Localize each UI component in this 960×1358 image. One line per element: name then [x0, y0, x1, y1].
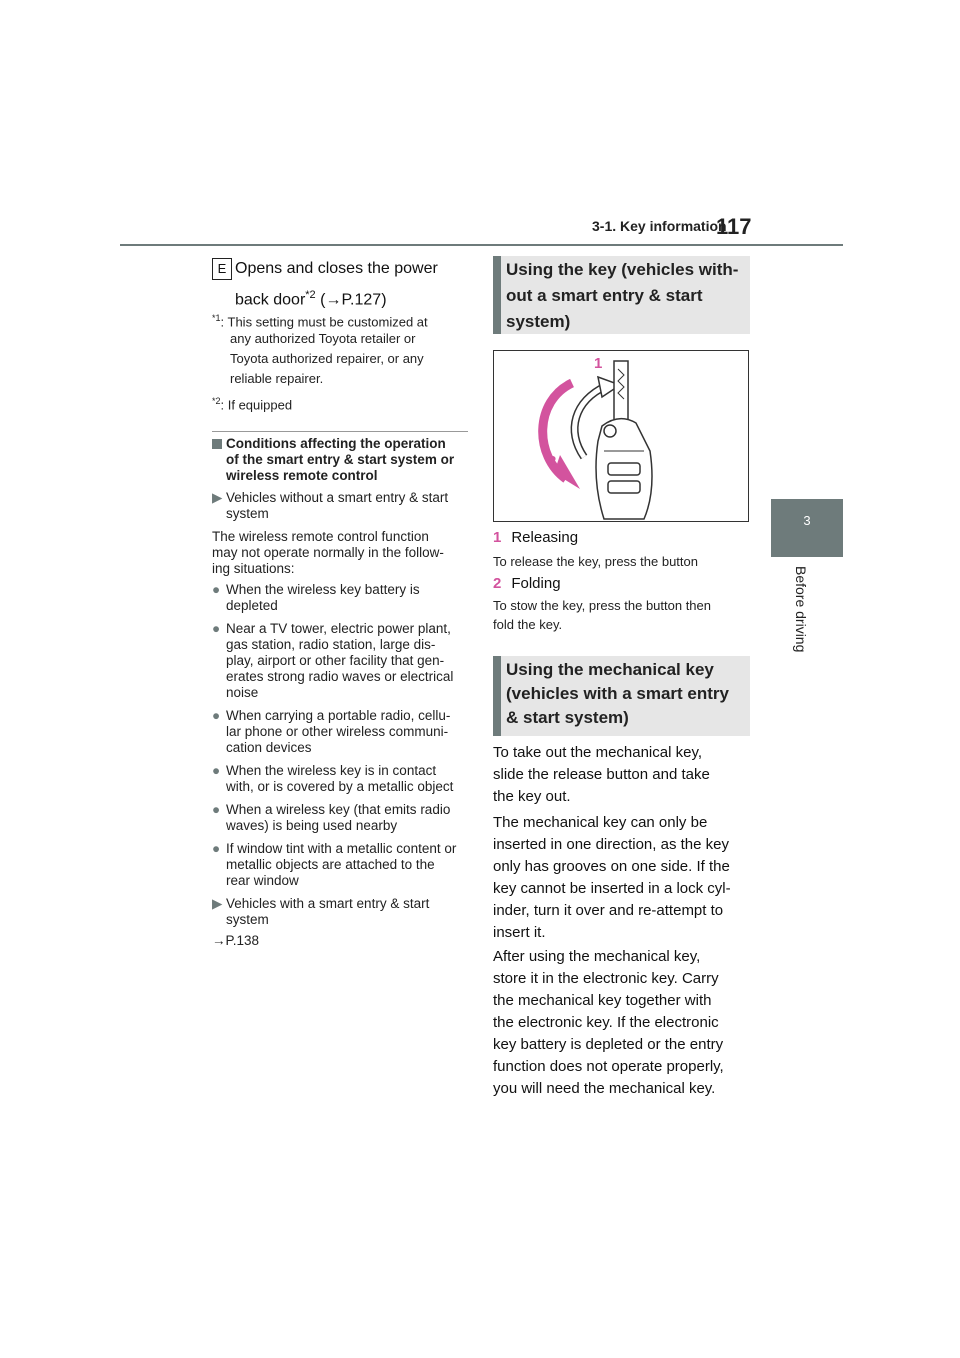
heading-bar [493, 256, 501, 334]
sub-with-smart-entry: ▶ Vehicles with a smart entry & start system [212, 896, 430, 927]
step-1: 1 Releasing [493, 529, 579, 546]
triangle-icon: ▶ [212, 490, 223, 505]
release-button [604, 425, 616, 437]
conditions-rule [212, 431, 468, 432]
bullet-metallic-object: ● When the wireless key is in contact with, or is covered by a metallic object [212, 763, 454, 794]
footnote-1: $^{*1}$: This setting must be customized at [212, 313, 428, 330]
bullet-icon: ● [212, 708, 221, 723]
bullet-icon: ● [212, 802, 221, 817]
bullet-wireless-key-nearby: ● When a wireless key (that emits radio waves) is being used nearby [212, 802, 451, 833]
paragraph-insert-direction: The mechanical key can only be inserted in one direction, as the key only has grooves on one side. If the key cannot be inserted in a lock cyl- inder, turn it over and re-attempt to insert it. [493, 814, 731, 941]
footnote-1-line3: Toyota authorized repairer, or any [230, 351, 424, 366]
bullet-icon: ● [212, 763, 221, 778]
item-marker-e: E [212, 258, 232, 280]
heading-bar [493, 656, 501, 736]
folding-arrowhead [554, 455, 580, 489]
step-2: 2 Folding [493, 575, 561, 592]
sub-without-smart-entry: ▶ Vehicles without a smart entry & start system [212, 490, 449, 521]
footnote-2: $^{*2}$: If equipped [212, 396, 293, 413]
flip-key-illustration [494, 351, 748, 521]
chapter-number: 3 [803, 513, 811, 528]
bullet-battery: ● When the wireless key battery is depleted [212, 582, 420, 613]
paragraph-take-out: To take out the mechanical key, slide the release button and take the key out. [493, 744, 710, 805]
footnote-1-line2: any authorized Toyota retailer or [230, 331, 416, 346]
bullet-portable-radio: ● When carrying a portable radio, cellu- lar phone or other wireless communi- cation devices [212, 708, 451, 755]
triangle-icon: ▶ [212, 896, 223, 911]
chapter-title: Before driving [793, 566, 809, 653]
fob-button-lock [608, 463, 640, 475]
chapter-tab [771, 499, 843, 557]
conditions-square-icon [212, 439, 222, 449]
section-title: 3-1. Key information [592, 218, 727, 234]
heading-2-text: Using the mechanical key (vehicles with a smart entry & start system) [506, 660, 729, 727]
bullet-icon: ● [212, 582, 221, 597]
step-2-desc: To stow the key, press the button then fold the key. [493, 598, 711, 632]
conditions-intro: The wireless remote control function may not operate normally in the follow- ing situations: [212, 529, 444, 576]
bullet-icon: ● [212, 621, 221, 636]
item-e-line2: back door$^{*2}$ (→P.127) [235, 289, 387, 309]
footnote-1-line4: reliable repairer. [230, 371, 324, 386]
bullet-tv-tower: ● Near a TV tower, electric power plant, gas station, radio station, large dis- play, airport or other facility that gen- erates strong radio waves or electrical noise [212, 621, 454, 700]
item-e-line1: Opens and closes the power [235, 260, 438, 277]
bullet-icon: ● [212, 841, 221, 856]
fob-button-unlock [608, 481, 640, 493]
header-rule [120, 244, 843, 246]
step-1-desc: To release the key, press the button [493, 554, 698, 569]
figure-label-1: 1 [594, 355, 603, 372]
paragraph-store-key: After using the mechanical key, store it in the electronic key. Carry the mechanical key together with the electronic key. If the electronic key battery is depleted or the entry function does not operate properly, you will need the mechanical key. [493, 948, 724, 1097]
heading-1-text: Using the key (vehicles with- out a smart entry & start system) [506, 260, 739, 331]
page-number: 117 [716, 214, 752, 239]
key-figure [493, 350, 749, 522]
conditions-title: Conditions affecting the operation of the smart entry & start system or wireless remote control [226, 436, 455, 483]
reference-p138: →P.138 [212, 933, 260, 948]
figure-label-2: 2 [548, 453, 557, 470]
bullet-window-tint: ● If window tint with a metallic content or metallic objects are attached to the rear window [212, 841, 457, 888]
